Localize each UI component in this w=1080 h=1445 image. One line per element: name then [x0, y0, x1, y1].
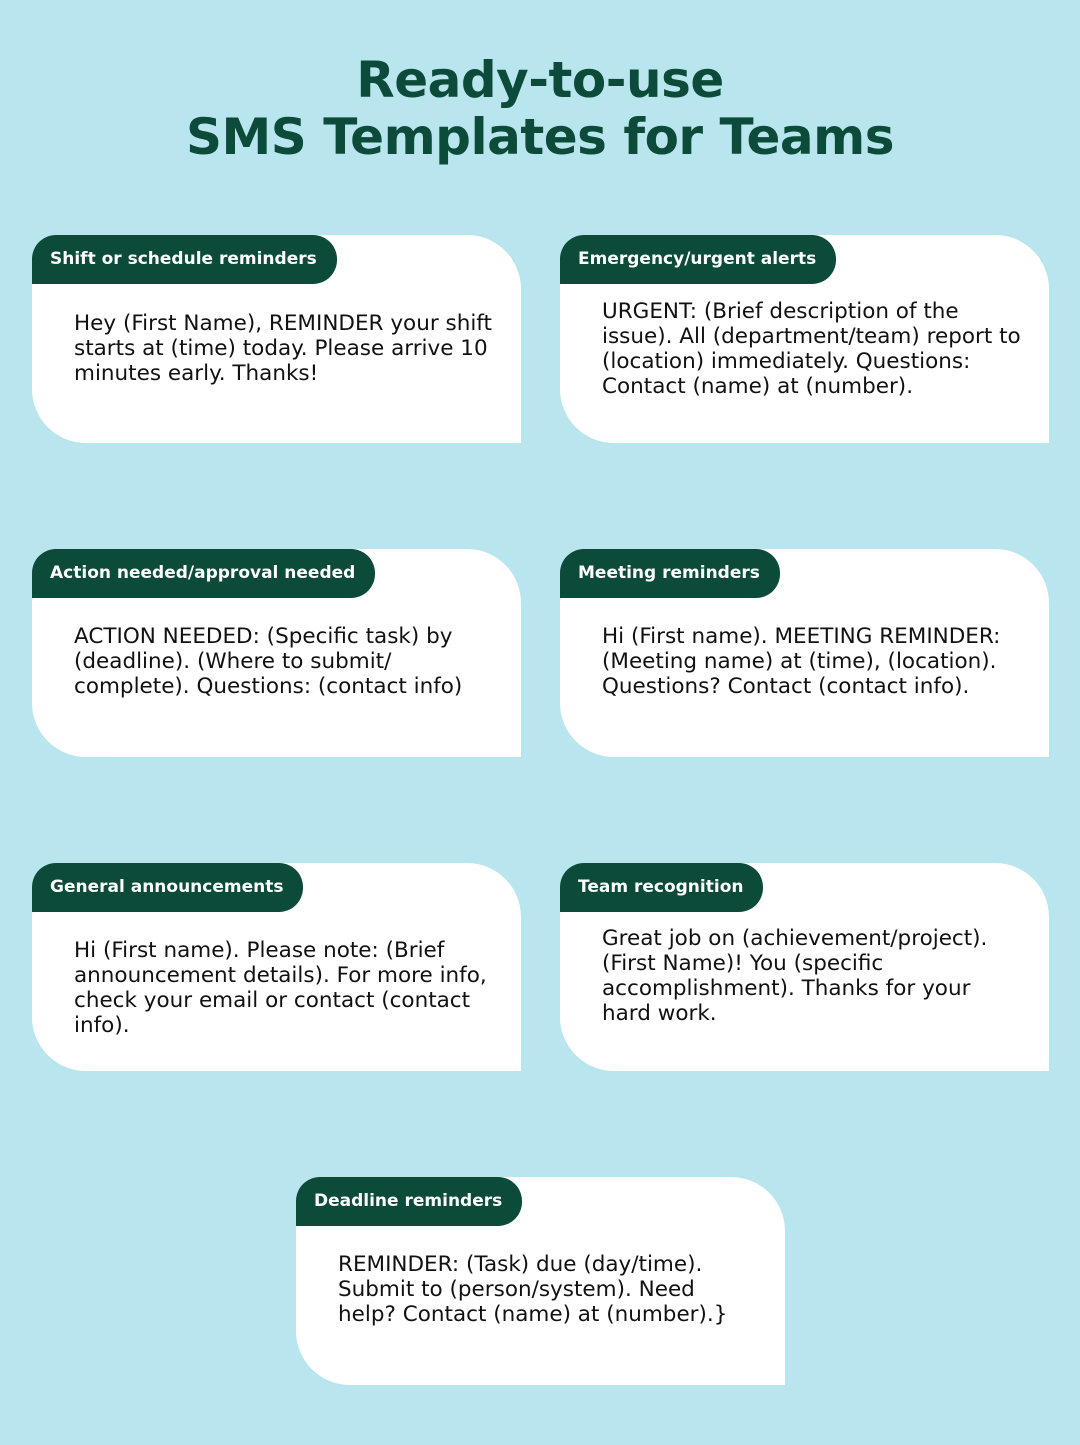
template-card-meeting-reminders: [560, 549, 1049, 757]
page-title: [0, 52, 1080, 166]
card-tag: Action needed/approval needed: [32, 549, 375, 598]
template-card-emergency-alerts: [560, 235, 1049, 443]
template-card-action-needed: [32, 549, 521, 757]
card-message: Hi (First name). Please note: (Brief announcement details). For more info, check your email or contact (contact info).: [74, 938, 487, 1038]
title-line-1: Ready-to-use: [356, 51, 724, 109]
template-card-general-announcements: [32, 863, 521, 1071]
card-message: ACTION NEEDED: (Specific task) by (deadline). (Where to submit/ complete). Questions: (contact info): [74, 624, 463, 699]
card-message: Hi (First name). MEETING REMINDER: (Meeting name) at (time), (location). Questions? Contact (contact info).: [602, 624, 1001, 699]
card-tag: Meeting reminders: [560, 549, 780, 598]
template-card-shift-reminders: [32, 235, 521, 443]
card-message: REMINDER: (Task) due (day/time). Submit to (person/system). Need help? Contact (name) at (number).}: [338, 1252, 728, 1327]
card-message: Great job on (achievement/project). (First Name)! You (specific accomplishment). Thanks for your hard work.: [602, 926, 988, 1026]
card-message: URGENT: (Brief description of the issue). All (department/team) report to (location) immediately. Questions: Contact (name) at (number).: [602, 299, 1021, 399]
template-card-team-recognition: [560, 863, 1049, 1071]
template-card-deadline-reminders: [296, 1177, 785, 1385]
card-tag: Team recognition: [560, 863, 763, 912]
card-tag: General announcements: [32, 863, 303, 912]
title-line-2: SMS Templates for Teams: [186, 108, 894, 166]
card-tag: Shift or schedule reminders: [32, 235, 337, 284]
card-tag: Deadline reminders: [296, 1177, 522, 1226]
card-tag: Emergency/urgent alerts: [560, 235, 836, 284]
card-message: Hey (First Name), REMINDER your shift starts at (time) today. Please arrive 10 minutes early. Thanks!: [74, 311, 492, 386]
